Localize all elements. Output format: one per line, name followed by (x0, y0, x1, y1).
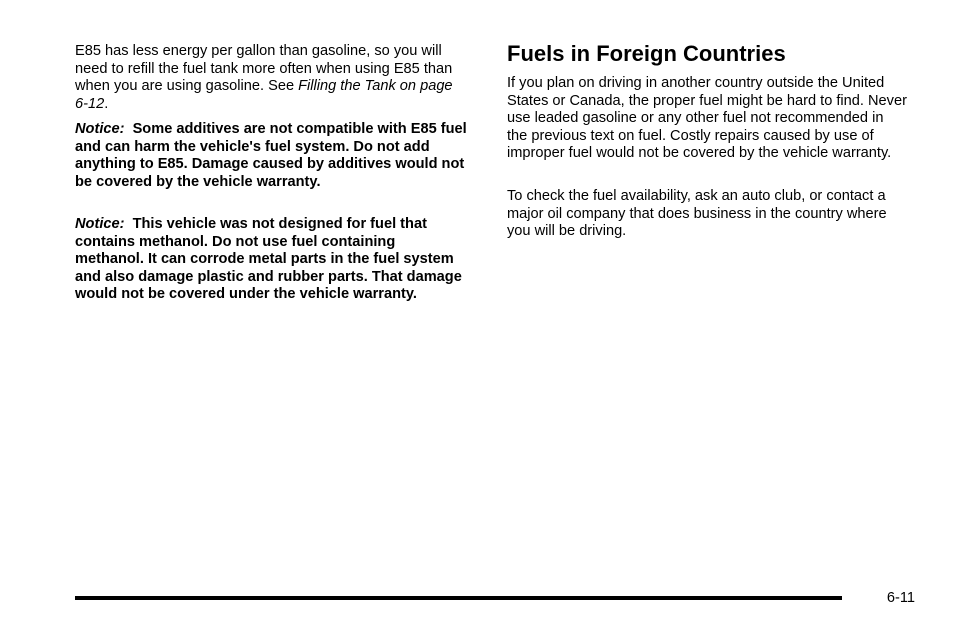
footer-rule (75, 596, 842, 600)
notice-additives (75, 121, 467, 191)
e85-energy-text: E85 has less energy per gallon than gasoline, so you will need to refill the fuel tank more often when using E85 than when you are using gasoline. See (75, 43, 453, 95)
notice-label: Notice: (75, 121, 125, 137)
notice-additives-text: Some additives are not compatible with E85 fuel and can harm the vehicle's fuel system. Do not add anything to E85. Damage caused by additives would not be covered by the vehicle warranty. (75, 121, 467, 190)
paragraph-period: . (104, 95, 109, 112)
fuel-availability-paragraph: To check the fuel availability, ask an auto club, or contact a major oil company that does business in the country where you will be driving. (507, 188, 887, 240)
page-number: 6-11 (886, 590, 915, 606)
filling-tank-cross-reference[interactable]: Filling the Tank on page 6-12 (75, 78, 453, 112)
notice-methanol (75, 216, 467, 304)
e85-energy-paragraph (75, 43, 467, 113)
foreign-fuel-paragraph: If you plan on driving in another country outside the United States or Canada, the proper fuel might be hard to find. Never use leaded gasoline or any other fuel not recommended in the previous text on fuel. Costly repairs caused by use of improper fuel would not be covered by the vehicle warranty. (507, 75, 907, 162)
notice-label: Notice: (75, 216, 125, 232)
section-heading: Fuels in Foreign Countries (507, 41, 786, 66)
notice-methanol-text: This vehicle was not designed for fuel that contains methanol. Do not use fuel containing methanol. It can corrode metal parts in the fuel system and also damage plastic and rubber parts. That damage would not be covered under the vehicle warranty. (75, 216, 462, 303)
